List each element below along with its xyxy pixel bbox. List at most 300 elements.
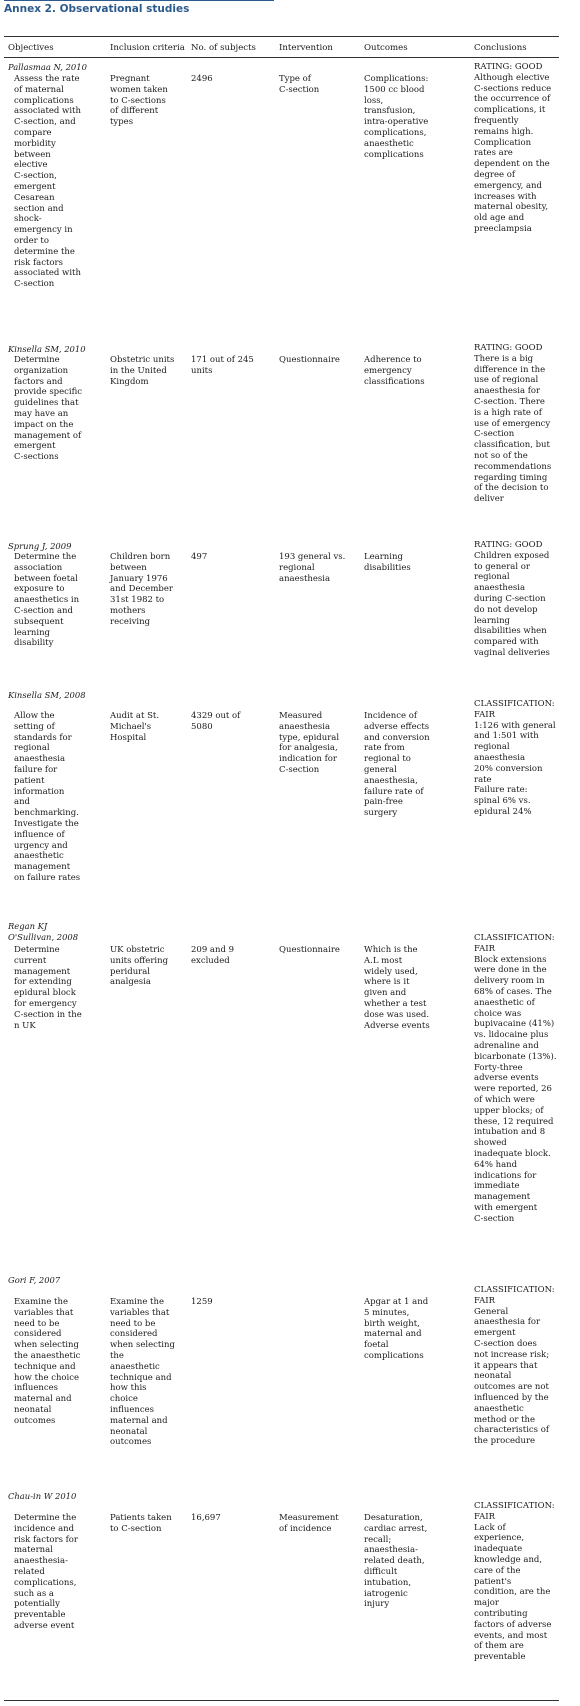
- cell-intervention-line: for analgesia,: [279, 743, 338, 754]
- cell-outcomes-line: injury: [364, 1599, 390, 1610]
- cell-conclusions-line: care of the: [474, 1565, 521, 1576]
- cell-conclusions-line: FAIR: [474, 1295, 496, 1306]
- cell-outcomes-line: 1500 cc blood: [364, 84, 425, 95]
- cell-objectives-line: Determine: [14, 355, 60, 365]
- cell-conclusions-line: anaesthetic: [474, 1403, 524, 1414]
- cell-conclusions-line: maternal obesity,: [474, 202, 549, 213]
- cell-outcomes-line: emergency: [364, 365, 412, 376]
- cell-conclusions-line: anaesthesia for: [474, 386, 541, 397]
- cell-intervention-line: regional: [279, 562, 315, 573]
- cell-conclusions-line: outcomes are not: [474, 1382, 549, 1393]
- cell-conclusions-line: preventable: [474, 1652, 526, 1663]
- cell-conclusions-line: were done in the: [474, 965, 547, 976]
- cell-outcomes-line: rate from: [364, 743, 405, 754]
- cell-conclusions-line: adrenaline and: [474, 1040, 539, 1051]
- cell-outcomes: [364, 552, 411, 574]
- cell-conclusions-line: C-sections reduce: [474, 83, 552, 94]
- cell-conclusions-line: these, 12 required: [474, 1116, 554, 1127]
- cell-conclusions-line: Forty-three: [474, 1062, 523, 1073]
- cell-inclusion-criteria-line: how this: [110, 1383, 147, 1394]
- cell-objectives-line: for extending: [14, 977, 72, 988]
- cell-conclusions-line: General: [474, 1306, 509, 1317]
- cell-inclusion-criteria-line: Hospital: [110, 732, 147, 743]
- cell-outcomes-line: failure rate of: [364, 786, 424, 797]
- cell-outcomes-line: Apgar at 1 and: [364, 1297, 429, 1307]
- cell-subjects-line: units: [191, 365, 213, 376]
- cell-objectives: [14, 552, 79, 649]
- cell-objectives: [14, 1513, 78, 1632]
- cell-conclusions: [474, 62, 551, 235]
- cell-objectives-line: C-section in the: [14, 1009, 82, 1020]
- cell-inclusion-criteria-line: the: [110, 1350, 124, 1361]
- cell-objectives-line: C-section and: [14, 605, 73, 616]
- cell-outcomes-line: surgery: [364, 808, 398, 819]
- cell-outcomes-line: Learning: [364, 552, 403, 562]
- cell-inclusion-criteria-line: Examine the: [110, 1297, 164, 1307]
- cell-conclusions-line: of them are: [474, 1641, 524, 1652]
- cell-conclusions-line: learning: [474, 615, 510, 626]
- cell-conclusions-line: rates are: [474, 148, 513, 159]
- cell-objectives-line: influences: [14, 1383, 58, 1394]
- cell-conclusions: [474, 1285, 555, 1447]
- study-citation: [8, 62, 87, 73]
- cell-conclusions-line: epidural 24%: [474, 806, 532, 817]
- cell-conclusions-line: inadequate: [474, 1544, 523, 1555]
- cell-inclusion-criteria: [110, 1297, 175, 1448]
- cell-conclusions-line: emergency, and: [474, 180, 542, 191]
- cell-outcomes-line: loss,: [364, 95, 384, 106]
- cell-objectives: [14, 74, 81, 290]
- cell-objectives-line: C-sections: [14, 452, 59, 463]
- cell-subjects: [191, 74, 213, 85]
- cell-objectives-line: for emergency: [14, 998, 77, 1009]
- cell-outcomes-line: birth weight,: [364, 1318, 420, 1329]
- study-citation: [8, 921, 78, 943]
- cell-conclusions-line: Block extensions: [474, 954, 547, 965]
- cell-conclusions-line: Complication: [474, 137, 532, 148]
- cell-outcomes-line: where is it: [364, 977, 410, 988]
- cell-outcomes-line: complications: [364, 1350, 424, 1361]
- cell-objectives-line: setting of: [14, 721, 55, 732]
- cell-outcomes-line: dose was used.: [364, 1009, 430, 1020]
- cell-conclusions-line: choice was: [474, 1008, 522, 1019]
- cell-objectives-line: anaesthetic: [14, 851, 64, 862]
- cell-conclusions-line: RATING: GOOD: [474, 62, 543, 72]
- cell-outcomes-line: difficult: [364, 1566, 398, 1577]
- cell-outcomes: [364, 711, 430, 819]
- cell-conclusions-line: were reported, 26: [474, 1084, 552, 1095]
- cell-outcomes: [364, 1513, 427, 1610]
- cell-inclusion-criteria: [110, 552, 173, 628]
- cell-outcomes-line: intubation,: [364, 1577, 412, 1588]
- cell-objectives-line: complications: [14, 95, 74, 106]
- cell-objectives-line: risk factors for: [14, 1534, 78, 1545]
- cell-inclusion-criteria-line: in the United: [110, 365, 167, 376]
- cell-conclusions-line: influenced by the: [474, 1392, 549, 1403]
- cell-conclusions-line: CLASSIFICATION:: [474, 1285, 555, 1295]
- cell-conclusions-line: do not develop: [474, 604, 538, 615]
- cell-intervention: [279, 945, 340, 956]
- cell-subjects: [191, 711, 240, 733]
- cell-conclusions-line: preeclampsia: [474, 223, 532, 234]
- cell-conclusions-line: use of regional: [474, 375, 539, 386]
- cell-conclusions-line: during C-section: [474, 593, 546, 604]
- cell-objectives-line: learning: [14, 627, 50, 638]
- cell-outcomes-line: complications: [364, 149, 424, 160]
- cell-subjects: [191, 1297, 213, 1308]
- cell-outcomes-line: intra-operative: [364, 117, 429, 128]
- cell-conclusions-line: vs. lidocaine plus: [474, 1030, 549, 1041]
- cell-objectives-line: management: [14, 966, 71, 977]
- cell-objectives-line: current: [14, 955, 47, 966]
- cell-objectives-line: emergent: [14, 441, 56, 452]
- header-conclusions: Conclusions: [474, 43, 527, 53]
- cell-objectives-line: need to be: [14, 1318, 60, 1329]
- cell-intervention: [279, 1513, 339, 1535]
- cell-inclusion-criteria-line: between: [110, 562, 147, 573]
- table-bottom-rule: [4, 1700, 559, 1701]
- cell-objectives-line: C-section,: [14, 171, 57, 182]
- cell-conclusions-line: CLASSIFICATION:: [474, 933, 555, 943]
- cell-conclusions-line: 1:126 with general: [474, 720, 556, 731]
- cell-inclusion-criteria-line: Obstetric units: [110, 355, 175, 365]
- cell-conclusions-line: upper blocks; of: [474, 1105, 544, 1116]
- cell-objectives-line: of maternal: [14, 84, 64, 95]
- cell-outcomes-line: classifications: [364, 376, 425, 387]
- cell-intervention-line: 193 general vs.: [279, 552, 346, 562]
- cell-intervention: [279, 552, 345, 584]
- cell-outcomes-line: given and: [364, 988, 407, 999]
- cell-objectives-line: morbidity: [14, 138, 56, 149]
- cell-intervention-line: Measurement: [279, 1513, 339, 1523]
- cell-conclusions-line: patient's: [474, 1576, 512, 1587]
- cell-conclusions-line: the procedure: [474, 1436, 536, 1447]
- cell-objectives-line: n UK: [14, 1020, 36, 1031]
- cell-inclusion-criteria-line: technique and: [110, 1372, 172, 1383]
- cell-outcomes-line: Incidence of: [364, 711, 418, 721]
- cell-outcomes-line: Complications:: [364, 74, 429, 84]
- cell-objectives-line: Determine: [14, 945, 60, 955]
- cell-inclusion-criteria-line: receiving: [110, 616, 151, 627]
- cell-outcomes-line: whether a test: [364, 998, 427, 1009]
- cell-conclusions-line: bicarbonate (13%).: [474, 1051, 557, 1062]
- cell-objectives-line: Cesarean: [14, 192, 55, 203]
- cell-objectives-line: risk factors: [14, 257, 63, 268]
- cell-objectives-line: epidural block: [14, 988, 76, 999]
- cell-conclusions-line: with emergent: [474, 1202, 538, 1213]
- cell-conclusions-line: C-section. There: [474, 396, 545, 407]
- cell-outcomes-line: adverse effects: [364, 721, 430, 732]
- cell-conclusions-line: neonatal: [474, 1371, 512, 1382]
- cell-objectives-line: Examine the: [14, 1297, 68, 1307]
- cell-conclusions-line: factors of adverse: [474, 1619, 552, 1630]
- cell-conclusions-line: use of emergency: [474, 418, 551, 429]
- cell-objectives-line: regional: [14, 743, 50, 754]
- cell-objectives-line: neonatal: [14, 1404, 52, 1415]
- cell-conclusions-line: it appears that: [474, 1360, 538, 1371]
- cell-objectives-line: related: [14, 1566, 45, 1577]
- cell-conclusions-line: intubation and 8: [474, 1127, 546, 1138]
- cell-subjects-line: 209 and 9: [191, 945, 235, 955]
- cell-conclusions-line: is a high rate of: [474, 407, 542, 418]
- cell-objectives-line: such as a: [14, 1588, 54, 1599]
- cell-conclusions-line: vaginal deliveries: [474, 647, 550, 658]
- cell-subjects-line: excluded: [191, 955, 230, 966]
- cell-conclusions-line: regional: [474, 742, 510, 753]
- cell-conclusions-line: remains high.: [474, 126, 534, 137]
- cell-objectives-line: provide specific: [14, 387, 83, 398]
- cell-objectives-line: preventable: [14, 1610, 66, 1621]
- study-citation-line: Kinsella SM, 2010: [8, 344, 86, 354]
- cell-outcomes-line: Adverse events: [364, 1020, 430, 1031]
- cell-inclusion-criteria-line: analgesia: [110, 977, 151, 988]
- cell-inclusion-criteria-line: outcomes: [110, 1437, 152, 1448]
- cell-inclusion-criteria: [110, 1513, 172, 1535]
- cell-objectives-line: potentially: [14, 1599, 60, 1610]
- cell-intervention-line: Type of: [279, 74, 311, 84]
- cell-objectives-line: outcomes: [14, 1415, 56, 1426]
- cell-outcomes-line: Desaturation,: [364, 1513, 423, 1523]
- cell-conclusions-line: method or the: [474, 1414, 536, 1425]
- cell-objectives-line: how the choice: [14, 1372, 80, 1383]
- cell-inclusion-criteria-line: choice: [110, 1394, 138, 1405]
- cell-conclusions-line: knowledge and,: [474, 1554, 543, 1565]
- cell-outcomes-line: A.L most: [364, 955, 403, 966]
- cell-inclusion-criteria-line: considered: [110, 1329, 158, 1340]
- cell-conclusions-line: CLASSIFICATION:: [474, 699, 555, 709]
- study-citation-line: Chau-in W 2010: [8, 1491, 77, 1501]
- cell-objectives-line: C-section, and: [14, 117, 76, 128]
- cell-objectives-line: technique and: [14, 1361, 76, 1372]
- cell-conclusions-line: contributing: [474, 1608, 528, 1619]
- cell-subjects-line: 2496: [191, 74, 213, 84]
- cell-conclusions-line: C-section: [474, 429, 515, 440]
- cell-conclusions: [474, 540, 550, 659]
- cell-inclusion-criteria-line: to C-sections: [110, 95, 166, 106]
- cell-conclusions-line: frequently: [474, 115, 519, 126]
- study-citation-line: Kinsella SM, 2008: [8, 690, 86, 700]
- cell-objectives-line: incidence and: [14, 1523, 75, 1534]
- cell-inclusion-criteria-line: units offering: [110, 955, 169, 966]
- cell-conclusions-line: Lack of: [474, 1522, 506, 1533]
- cell-objectives-line: urgency and: [14, 840, 68, 851]
- cell-objectives: [14, 1297, 80, 1427]
- cell-conclusions: [474, 699, 556, 818]
- cell-objectives-line: management: [14, 862, 71, 873]
- cell-objectives-line: standards for: [14, 732, 72, 743]
- cell-objectives: [14, 945, 82, 1031]
- header-bottom-rule: [4, 57, 559, 58]
- cell-inclusion-criteria-line: variables that: [110, 1307, 170, 1318]
- cell-outcomes-line: disabilities: [364, 562, 411, 573]
- cell-outcomes-line: widely used,: [364, 966, 418, 977]
- cell-objectives-line: complications,: [14, 1577, 77, 1588]
- cell-objectives-line: guidelines that: [14, 398, 79, 409]
- cell-conclusions-line: of the decision to: [474, 483, 549, 494]
- cell-conclusions-line: of which were: [474, 1094, 535, 1105]
- header-intervention: Intervention: [279, 43, 333, 53]
- cell-objectives-line: information: [14, 786, 65, 797]
- cell-objectives-line: order to: [14, 235, 49, 246]
- cell-outcomes-line: iatrogenic: [364, 1588, 408, 1599]
- cell-objectives-line: C-section: [14, 279, 55, 290]
- cell-conclusions-line: Although elective: [474, 72, 550, 83]
- cell-intervention-line: C-section: [279, 764, 320, 775]
- cell-outcomes-line: general: [364, 764, 397, 775]
- cell-conclusions-line: not so of the: [474, 450, 528, 461]
- cell-objectives-line: Allow the: [14, 711, 55, 721]
- cell-objectives-line: anaesthetics in: [14, 595, 80, 606]
- cell-inclusion-criteria-line: Children born: [110, 552, 171, 562]
- cell-conclusions-line: Failure rate:: [474, 785, 528, 796]
- cell-inclusion-criteria-line: to C-section: [110, 1523, 162, 1534]
- cell-conclusions: [474, 933, 557, 1225]
- cell-subjects-line: 16,697: [191, 1513, 221, 1523]
- cell-conclusions-line: major: [474, 1598, 499, 1609]
- cell-conclusions-line: to general or: [474, 561, 530, 572]
- cell-intervention-line: of incidence: [279, 1523, 332, 1534]
- cell-subjects-line: 5080: [191, 721, 213, 732]
- cell-intervention-line: C-section: [279, 84, 320, 95]
- cell-intervention: [279, 711, 339, 776]
- cell-conclusions-line: anaesthetic of: [474, 997, 535, 1008]
- cell-objectives-line: organization: [14, 365, 69, 376]
- cell-conclusions-line: indications for: [474, 1170, 537, 1181]
- cell-conclusions-line: showed: [474, 1138, 507, 1149]
- cell-objectives-line: shock-: [14, 214, 42, 225]
- cell-inclusion-criteria-line: and December: [110, 584, 173, 595]
- cell-objectives-line: associated with: [14, 268, 81, 279]
- cell-outcomes-line: Which is the: [364, 945, 418, 955]
- cell-inclusion-criteria-line: January 1976: [110, 573, 168, 584]
- cell-outcomes-line: cardiac arrest,: [364, 1523, 428, 1534]
- cell-inclusion-criteria-line: women taken: [110, 84, 168, 95]
- cell-conclusions-line: recommendations: [474, 461, 552, 472]
- cell-conclusions-line: increases with: [474, 191, 537, 202]
- cell-conclusions-line: experience,: [474, 1533, 525, 1544]
- cell-conclusions-line: compared with: [474, 637, 539, 648]
- cell-conclusions-line: adverse events: [474, 1073, 539, 1084]
- cell-intervention: [279, 355, 340, 366]
- cell-intervention-line: indication for: [279, 754, 337, 765]
- cell-outcomes-line: anaesthesia-: [364, 1545, 418, 1556]
- cell-conclusions-line: 64% hand: [474, 1159, 518, 1170]
- cell-objectives-line: failure for: [14, 764, 58, 775]
- cell-objectives: [14, 355, 82, 463]
- cell-conclusions-line: anaesthesia: [474, 752, 526, 763]
- cell-outcomes-line: anaesthetic: [364, 138, 414, 149]
- annex-title: Annex 2. Observational studies: [4, 3, 190, 15]
- cell-subjects: [191, 552, 207, 563]
- header-outcomes: Outcomes: [364, 43, 408, 53]
- table-top-rule: [4, 36, 559, 37]
- cell-conclusions-line: immediate: [474, 1181, 520, 1192]
- cell-subjects: [191, 945, 234, 967]
- study-citation: [8, 690, 86, 701]
- cell-inclusion-criteria-line: of different: [110, 106, 159, 117]
- cell-inclusion-criteria: [110, 74, 168, 128]
- cell-conclusions-line: anaesthesia for: [474, 1317, 541, 1328]
- study-citation-line: Gori F, 2007: [8, 1275, 61, 1285]
- cell-intervention: [279, 74, 319, 96]
- cell-outcomes-line: complications,: [364, 127, 427, 138]
- cell-outcomes: [364, 945, 430, 1031]
- cell-objectives-line: influence of: [14, 829, 65, 840]
- cell-objectives-line: section and: [14, 203, 64, 214]
- cell-objectives-line: emergent: [14, 181, 56, 192]
- study-citation: [8, 344, 86, 355]
- cell-inclusion-criteria-line: maternal and: [110, 1415, 168, 1426]
- cell-inclusion-criteria-line: Kingdom: [110, 376, 149, 387]
- cell-conclusions-line: delivery room in: [474, 976, 545, 987]
- cell-subjects-line: 171 out of 245: [191, 355, 254, 365]
- top-rule: [4, 0, 274, 1]
- cell-objectives: [14, 711, 80, 884]
- cell-conclusions: [474, 343, 551, 505]
- cell-conclusions-line: disabilities when: [474, 626, 547, 637]
- cell-outcomes-line: related death,: [364, 1556, 425, 1567]
- cell-objectives-line: impact on the: [14, 419, 74, 430]
- cell-objectives-line: Investigate the: [14, 818, 79, 829]
- cell-subjects-line: 1259: [191, 1297, 213, 1307]
- cell-conclusions-line: condition, are the: [474, 1587, 551, 1598]
- cell-objectives-line: disability: [14, 638, 54, 649]
- cell-intervention-line: Questionnaire: [279, 945, 340, 955]
- cell-conclusions-line: Children exposed: [474, 550, 550, 561]
- cell-conclusions-line: not increase risk;: [474, 1349, 550, 1360]
- cell-objectives-line: subsequent: [14, 616, 64, 627]
- cell-conclusions-line: events, and most: [474, 1630, 548, 1641]
- cell-conclusions-line: dependent on the: [474, 159, 550, 170]
- cell-inclusion-criteria: [110, 355, 174, 387]
- cell-conclusions-line: rate: [474, 774, 492, 785]
- cell-objectives-line: Determine the: [14, 552, 77, 562]
- cell-conclusions-line: There is a big: [474, 353, 534, 364]
- cell-objectives-line: anaesthesia-: [14, 1556, 68, 1567]
- cell-inclusion-criteria-line: Patients taken: [110, 1513, 172, 1523]
- cell-outcomes-line: regional to: [364, 754, 411, 765]
- cell-conclusions-line: emergent: [474, 1328, 516, 1339]
- cell-objectives-line: the anaesthetic: [14, 1350, 81, 1361]
- cell-objectives-line: benchmarking.: [14, 808, 79, 819]
- cell-objectives-line: factors and: [14, 376, 63, 387]
- study-citation: [8, 541, 71, 552]
- cell-objectives-line: between: [14, 149, 51, 160]
- cell-conclusions-line: FAIR: [474, 709, 496, 720]
- cell-subjects: [191, 355, 254, 377]
- cell-conclusions-line: FAIR: [474, 1511, 496, 1522]
- cell-conclusions-line: old age and: [474, 213, 525, 224]
- cell-intervention-line: Measured: [279, 711, 323, 721]
- cell-conclusions-line: inadequate block.: [474, 1148, 551, 1159]
- cell-conclusions-line: characteristics of: [474, 1425, 550, 1436]
- cell-objectives-line: anaesthesia: [14, 754, 66, 765]
- cell-inclusion-criteria: [110, 945, 168, 988]
- cell-conclusions-line: C-section does: [474, 1338, 537, 1349]
- cell-objectives-line: associated with: [14, 106, 81, 117]
- cell-outcomes-line: anaesthesia,: [364, 775, 418, 786]
- cell-conclusions-line: management: [474, 1192, 531, 1203]
- cell-intervention-line: type, epidural: [279, 732, 340, 743]
- cell-objectives-line: elective: [14, 160, 48, 171]
- cell-conclusions-line: bupivacaine (41%): [474, 1019, 555, 1030]
- cell-inclusion-criteria-line: neonatal: [110, 1426, 148, 1437]
- cell-objectives-line: when selecting: [14, 1340, 79, 1351]
- cell-subjects-line: 4329 out of: [191, 711, 241, 721]
- cell-intervention-line: Questionnaire: [279, 355, 340, 365]
- cell-inclusion-criteria-line: Pregnant: [110, 74, 150, 84]
- cell-subjects: [191, 1513, 221, 1524]
